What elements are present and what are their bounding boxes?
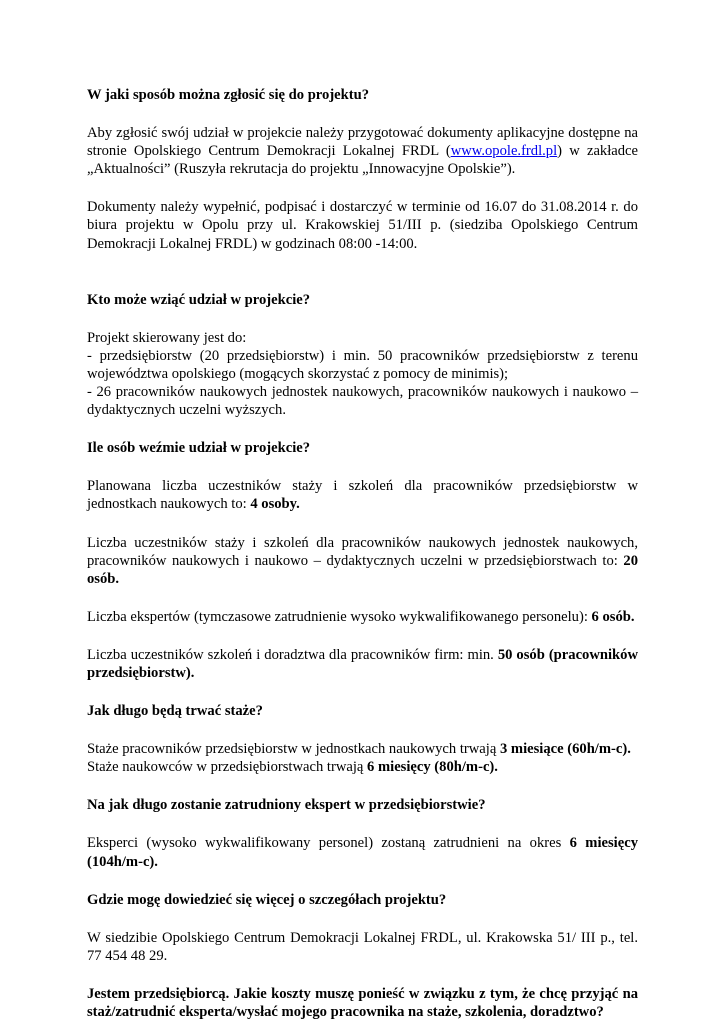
website-link[interactable]: www.opole.frdl.pl [450,143,558,160]
heading-entrepreneur-costs: Jestem przedsiębiorcą. Jakie koszty muszę ponieść w związku z tym, że chcę przyjąć na staż/zatrudnić eksperta/wysłać mojego pracownika na staże, szkolenia, doradztwo? [87,985,638,1020]
paragraph-internships-enterprise-staff: Planowana liczba uczestników staży i szkoleń dla pracowników przedsiębiorstw w jednostkach naukowych to: 4 osoby. [87,478,638,513]
paragraph-application-documents: Aby zgłosić swój udział w projekcie należy przygotować dokumenty aplikacyjne dostępne na stronie Opolskiego Centrum Demokracji Lokalnej FRDL (www.opole.frdl.pl) w zakładce „Aktualności” (Ruszyła rekrutacja do projektu „Innowacyjne Opolskie”). [87,125,638,178]
paragraph-internships-research-staff: Liczba uczestników staży i szkoleń dla pracowników naukowych jednostek naukowych, pracowników naukowych i naukowo – dydaktycznych uczelni w przedsiębiorstwach to: 20 osób. [87,534,638,587]
paragraph-training-count: Liczba uczestników szkoleń i doradztwa dla pracowników firm: min. 50 osób (pracowników przedsiębiorstw). [87,646,639,681]
heading-how-to-apply: W jaki sposób można zgłosić się do projektu? [87,87,370,103]
heading-expert-employment: Na jak długo zostanie zatrudniony ekspert w przedsiębiorstwie? [87,797,486,814]
heading-internship-duration: Jak długo będą trwać staże? [87,703,263,720]
list-item-enterprises: - przedsiębiorstw (20 przedsiębiorstw) i min. 50 pracowników przedsiębiorstw z terenu województwa opolskiego (mogących skorzystać z pomocy de minimis); [87,347,638,382]
line-researcher-internship-duration: Staże naukowców w przedsiębiorstwach trwają 6 miesięcy (80h/m-c). [87,759,498,776]
paragraph-expert-employment: Eksperci (wysoko wykwalifikowany personel) zostaną zatrudnieni na okres 6 miesięcy (104h/m-c). [87,835,638,870]
paragraph-experts-count: Liczba ekspertów (tymczasowe zatrudnienie wysoko wykwalifikowanego personelu): 6 osób. [87,608,635,625]
paragraph-submission-deadline: Dokumenty należy wypełnić, podpisać i dostarczyć w terminie od 16.07 do 31.08.2014 r. do biura projektu w Opolu przy ul. Krakowskiej 51/III p. (siedziba Opolskiego Centrum Demokracji Lokalnej FRDL) w godzinach 08:00 -14:00. [87,199,638,252]
document-body [87,86,638,1021]
line-enterprise-internship-duration: Staże pracowników przedsiębiorstw w jednostkach naukowych trwają 3 miesiące (60h/m-c). [87,741,631,758]
heading-how-many-participants: Ile osób weźmie udział w projekcie? [87,440,311,457]
heading-who-can-participate: Kto może wziąć udział w projekcie? [87,291,311,308]
heading-more-information: Gdzie mogę dowiedzieć się więcej o szczegółach projektu? [87,891,447,908]
paragraph-contact-info: W siedzibie Opolskiego Centrum Demokracji Lokalnej FRDL, ul. Krakowska 51/ III p., tel. 77 454 48 29. [87,929,638,964]
paragraph-target-intro: Projekt skierowany jest do: [87,329,247,346]
list-item-researchers: - 26 pracowników naukowych jednostek naukowych, pracowników naukowych i naukowo – dydaktycznych uczelni wyższych. [87,384,638,419]
